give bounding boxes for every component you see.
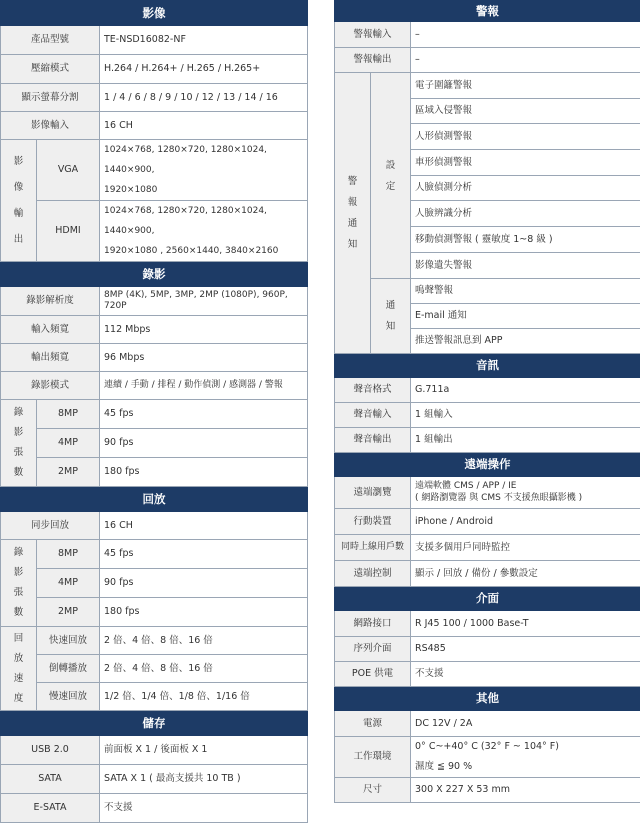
esata-label: E-SATA: [1, 794, 100, 823]
section-header-storage: 儲存: [1, 711, 308, 736]
size-label: 尺寸: [335, 778, 411, 803]
codec-value: H.264 / H.264+ / H.265 / H.265+: [100, 55, 308, 84]
section-header-record: 錄影: [1, 262, 308, 287]
playback-fps-label: 錄 影 張 數: [1, 540, 37, 627]
vga-label: VGA: [37, 140, 100, 201]
sata-value: SATA X 1 ( 最高支援共 10 TB ): [100, 765, 308, 794]
alarm-setting-label: 設 定: [371, 73, 411, 279]
left-spec-table: [0, 0, 308, 823]
remote-control-value: 顯示 / 回放 / 備份 / 參數設定: [411, 561, 640, 587]
record-fps-4mp-value: 90 fps: [100, 429, 308, 458]
size-value: 300 X 227 X 53 mm: [411, 778, 640, 803]
fast-playback-label: 快速回放: [37, 627, 100, 655]
hdmi-value: 1024×768, 1280×720, 1280×1024, 1440×900, 1920×1080 , 2560×1440, 3840×2160: [100, 201, 308, 262]
record-fps-2mp-value: 180 fps: [100, 458, 308, 487]
power-label: 電源: [335, 711, 411, 737]
hdmi-label: HDMI: [37, 201, 100, 262]
alarm-notice-item: 推送警報訊息到 APP: [411, 329, 640, 354]
sync-playback-label: 同步回放: [1, 512, 100, 540]
poe-value: 不支援: [411, 662, 640, 687]
alarm-notice-label: 通 知: [371, 279, 411, 354]
reverse-playback-value: 2 倍、4 倍、8 倍、16 倍: [100, 655, 308, 683]
playback-fps-4mp-value: 90 fps: [100, 569, 308, 598]
record-res-label: 錄影解析度: [1, 287, 100, 316]
concurrent-users-value: 支援多個用戶同時監控: [411, 535, 640, 561]
audio-output-value: 1 組輸出: [411, 428, 640, 453]
split-label: 顯示螢幕分割: [1, 84, 100, 112]
record-mode-value: 連續 / 手動 / 排程 / 動作偵測 / 感測器 / 警報: [100, 372, 308, 400]
record-fps-2mp-label: 2MP: [37, 458, 100, 487]
alarm-setting-item: 電子圍籬警報: [411, 73, 640, 99]
section-header-other: 其他: [335, 687, 640, 711]
alarm-setting-item: 人形偵測警報: [411, 124, 640, 150]
environment-value: 0° C~+40° C (32° F ~ 104° F) 濕度 ≦ 90 %: [411, 737, 640, 778]
sata-label: SATA: [1, 765, 100, 794]
section-header-video: 影像: [1, 1, 308, 26]
record-res-value: 8MP (4K), 5MP, 3MP, 2MP (1080P), 960P, 720P: [100, 287, 308, 316]
remote-browse-value: 遠端軟體 CMS / APP / IE ( 網路瀏覽器 與 CMS 不支援魚眼攝影機 ): [411, 477, 640, 509]
power-value: DC 12V / 2A: [411, 711, 640, 737]
video-output-label: 影 像 輸 出: [1, 140, 37, 262]
input-bw-label: 輸入頻寬: [1, 316, 100, 344]
section-header-remote: 遠端操作: [335, 453, 640, 477]
split-value: 1 / 4 / 6 / 8 / 9 / 10 / 12 / 13 / 14 / 16: [100, 84, 308, 112]
record-fps-4mp-label: 4MP: [37, 429, 100, 458]
network-port-value: R J45 100 / 1000 Base-T: [411, 611, 640, 637]
section-header-interface: 介面: [335, 587, 640, 611]
playback-fps-4mp-label: 4MP: [37, 569, 100, 598]
poe-label: POE 供電: [335, 662, 411, 687]
right-spec-column: [334, 0, 640, 803]
serial-port-value: RS485: [411, 637, 640, 662]
record-fps-label: 錄 影 張 數: [1, 400, 37, 487]
left-spec-column: [0, 0, 307, 823]
alarm-setting-item: 移動偵測警報 ( 靈敏度 1~8 級 ): [411, 227, 640, 253]
video-input-value: 16 CH: [100, 112, 308, 140]
audio-output-label: 聲音輸出: [335, 428, 411, 453]
playback-speed-label: 回 放 速 度: [1, 627, 37, 711]
sync-playback-value: 16 CH: [100, 512, 308, 540]
model-label: 產品型號: [1, 26, 100, 55]
input-bw-value: 112 Mbps: [100, 316, 308, 344]
alarm-setting-item: 區域入侵警報: [411, 99, 640, 124]
slow-playback-label: 慢速回放: [37, 683, 100, 711]
alarm-setting-item: 人臉偵測分析: [411, 176, 640, 201]
video-input-label: 影像輸入: [1, 112, 100, 140]
usb-label: USB 2.0: [1, 736, 100, 765]
vga-value: 1024×768, 1280×720, 1280×1024, 1440×900, 1920×1080: [100, 140, 308, 201]
output-bw-label: 輸出頻寬: [1, 344, 100, 372]
alarm-setting-item: 影像遺失警報: [411, 253, 640, 279]
alarm-input-label: 警報輸入: [335, 22, 411, 48]
playback-fps-2mp-label: 2MP: [37, 598, 100, 627]
alarm-notice-item: 鳴聲警報: [411, 279, 640, 304]
serial-port-label: 序列介面: [335, 637, 411, 662]
record-fps-8mp-label: 8MP: [37, 400, 100, 429]
environment-label: 工作環境: [335, 737, 411, 778]
section-header-audio: 音訊: [335, 354, 640, 378]
remote-control-label: 遠端控制: [335, 561, 411, 587]
alarm-notify-label: 警 報 通 知: [335, 73, 371, 354]
section-header-alarm: 警報: [335, 1, 640, 22]
codec-label: 壓縮模式: [1, 55, 100, 84]
fast-playback-value: 2 倍、4 倍、8 倍、16 倍: [100, 627, 308, 655]
mobile-device-value: iPhone / Android: [411, 509, 640, 535]
usb-value: 前面板 X 1 / 後面板 X 1: [100, 736, 308, 765]
model-value: TE-NSD16082-NF: [100, 26, 308, 55]
playback-fps-2mp-value: 180 fps: [100, 598, 308, 627]
section-header-playback: 回放: [1, 487, 308, 512]
playback-fps-8mp-label: 8MP: [37, 540, 100, 569]
output-bw-value: 96 Mbps: [100, 344, 308, 372]
audio-format-label: 聲音格式: [335, 378, 411, 403]
audio-input-label: 聲音輸入: [335, 403, 411, 428]
audio-input-value: 1 組輸入: [411, 403, 640, 428]
alarm-output-value: –: [411, 48, 640, 73]
record-mode-label: 錄影模式: [1, 372, 100, 400]
network-port-label: 網路接口: [335, 611, 411, 637]
esata-value: 不支援: [100, 794, 308, 823]
slow-playback-value: 1/2 倍、1/4 倍、1/8 倍、1/16 倍: [100, 683, 308, 711]
alarm-setting-item: 人臉辨識分析: [411, 201, 640, 227]
audio-format-value: G.711a: [411, 378, 640, 403]
remote-browse-label: 遠端瀏覽: [335, 477, 411, 509]
record-fps-8mp-value: 45 fps: [100, 400, 308, 429]
alarm-notice-item: E-mail 通知: [411, 304, 640, 329]
right-spec-table: [334, 0, 640, 803]
alarm-output-label: 警報輸出: [335, 48, 411, 73]
concurrent-users-label: 同時上線用戶數: [335, 535, 411, 561]
alarm-setting-item: 車形偵測警報: [411, 150, 640, 176]
alarm-input-value: –: [411, 22, 640, 48]
playback-fps-8mp-value: 45 fps: [100, 540, 308, 569]
mobile-device-label: 行動裝置: [335, 509, 411, 535]
reverse-playback-label: 倒轉播放: [37, 655, 100, 683]
